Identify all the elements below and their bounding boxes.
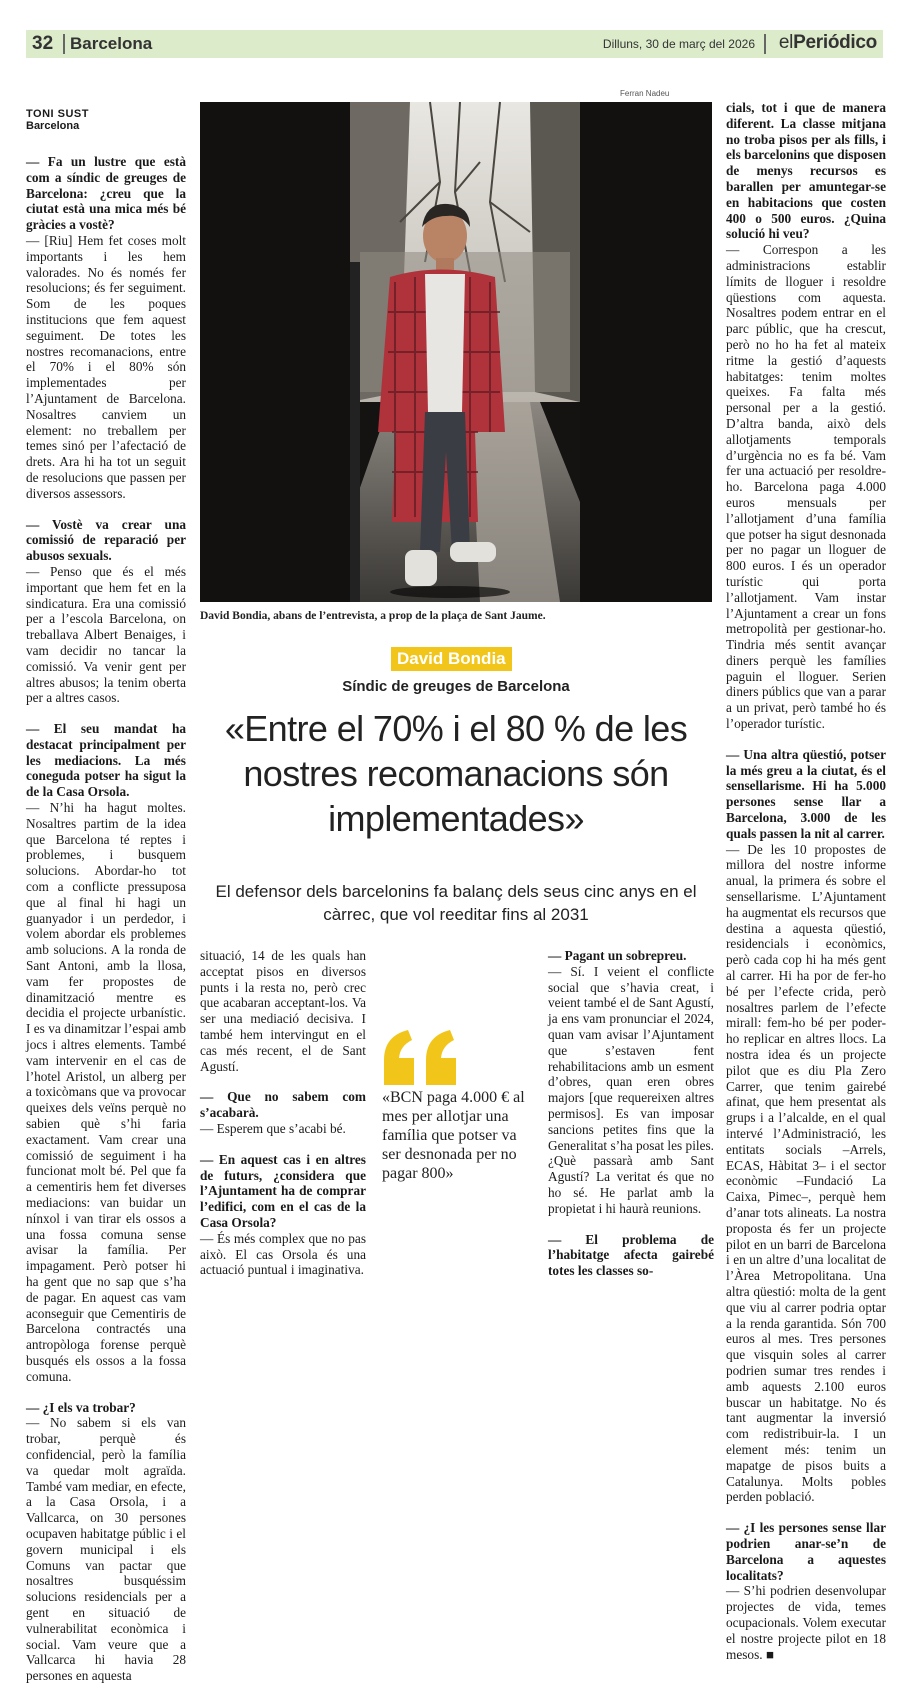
interview-question: — En aquest cas i en altres de futurs, ¿considera que l’Ajuntament ha de comprar l’edifici, com en el cas de la Casa Orsola?	[200, 1151, 366, 1230]
interview-answer: — Correspon a les administracions establir límits de lloguer i resoldre qüestions com aquesta. Nosaltres podem entrar en el parc públic, que ha crescut, però no ho ha fet al mateix ritme la gestió d’aquests habitatges: tenim moltes queixes. Fa falta més personal per a la gestió. D’altra banda, això dels allotjaments temporals d’urgència no es fa bé. Vam fer una actuació per resoldre-ho. Barcelona paga 4.000 euros mensuals per l’allotjament d’una família que potser ha sigut desnonada per no pagar un lloguer de 800 euros. I és un operador turístic qui porta l’allotjament. Vam instar l’Ajuntament a crear un fons metropolità per gestionar-ho. Tindria més sentit avançar diners perquè les famílies paguin el lloguer. Serien diners públics que van a parar a un privat, però també ho és l’operador turístic.	[726, 242, 886, 732]
pull-quote: «BCN paga 4.000 € al mes per allotjar una família que potser va ser desnonada per no pagar 800»	[382, 1089, 525, 1182]
interview-answer: — [Riu] Hem fet coses molt importants i les hem valorades. No és només fer resolucions; és fer seguiment. Som de les poques institucions que fem aquest seguiment. De totes les nostres recomanacions, entre el 70% i el 80% són implementades per l’Ajuntament de Barcelona. Nosaltres canviem un element: no treballem per temes sinó per l’afectació de drets. Ara hi ha tot un seguit de resolucions que passen per diversos assessors.	[26, 232, 186, 501]
paragraph-spacer	[548, 1217, 714, 1232]
article-column-4	[726, 100, 886, 1662]
photo-credit: Ferran Nadeu	[620, 89, 670, 98]
article-column-1	[26, 108, 186, 1684]
paragraph-spacer	[26, 1385, 186, 1400]
newspaper-logo	[779, 32, 877, 54]
interview-answer: — És més complex que no pas això. El cas Orsola és una actuació puntual i imaginativa.	[200, 1230, 366, 1278]
page-header	[0, 0, 903, 86]
paragraph-spacer	[26, 502, 186, 517]
interview-question: — Una altra qüestió, potser la més greu a la ciutat, és el sensellarisme. Hi ha 5.000 persones sense llar a Barcelona, 3.000 de les quals passen la nit al carrer.	[726, 746, 886, 841]
header-divider	[63, 34, 65, 54]
interview-question: — ¿I els va trobar?	[26, 1399, 136, 1415]
interview-question: — Que no sabem com s’acabarà.	[200, 1089, 366, 1121]
subheadline: El defensor dels barcelonins fa balanç dels seus cinc anys en el càrrec, que vol reeditar fins al 2031	[215, 882, 697, 924]
interview-answer: — No sabem si els van trobar, perquè és confidencial, però la família va quedar molt agraïda. També vam mediar, en efecte, a la Casa Orsola, i a Vallcarca, on 30 persones ocupaven habitatge públic i el govern municipal i els Comuns van pactar que nosaltres busquéssim solucions residencials per a gent en situació de vulnerabilitat econòmica i social. Vam veure que a Vallcarca hi havia 28 persones en aquesta	[26, 1415, 186, 1684]
interviewee-role: Síndic de greuges de Barcelona	[342, 678, 570, 695]
interview-answer: — Esperem que s’acabi bé.	[200, 1120, 346, 1136]
interview-answer: — De les 10 propostes de millora del nostre informe anual, la primera és sobre el sensellarisme. L’Ajuntament ha augmentat els recursos que destina a aquesta qüestió, residencials i econòmics, però cada cop hi ha més gent al carrer. Hi ha por de fer-ho bé per l’efecte crida, però nosaltres parlem de l’efecte mirall: fem-ho bé per poder-ho replicar en altres llocs. La nostra idea és un projecte pilot que es diu Pla Zero Carrer, que tenim gairebé afinat, que hem presentat als grups i a l’alcalde, en el qual intervé l’Administració, les entitats socials –Arrels, ECAS, Hàbitat 3– i el sector econòmic –Fundació La Caixa, Pimec–, perquè hem d’anar tots alineats. La nostra proposta és fer un projecte pilot en un barri de Barcelona i en un altre d’una localitat de l’Àrea Metropolitana. Una altra qüestió: molta de la gent que viu al carrer podria optar a la renda garantida. Són 700 euros al mes. Tres persones que visquin soles al carrer podrien sumar tres rendes i amb aquests 2.100 euros buscar un habitatge. No és tant augmentar la inversió com redistribuir-la. I un element més: tenim un mapatge de pisos buits a Catalunya. Molts pobles perden població.	[726, 841, 886, 1505]
interview-answer: — N’hi ha hagut moltes. Nosaltres partim de la idea que Barcelona té reptes i problemes, i busquem solucions. Abordar-ho tot com a conflicte pressuposa que al final hi hagi un guanyador i un perdedor, i volem abordar els problemes amb solucions. A la ronda de Sant Antoni, amb la llosa, vam fer propostes de dinamització mentre es decidia el projecte urbanístic. I es va dinamitzar l’espai amb jocs i altres elements. També vam intervenir en el cas de l’hotel Aristol, un alberg per a toxicòmans que va provocar queixes dels veïns perquè no sabien què s’hi faria exactament. Vam crear una comissió de seguiment i ha funcionat molt bé. Pel que fa a cementiris hem fet diverses mediacions: van buidar un nínxol i van tirar els ossos a una fossa comuna sense avisar la família. Per impagament. Però potser hi ha gent que no sap que s’ha de pagar. En aquest cas vam aconseguir que Cementiris de Barcelona contractés una antropòloga forense perquè busqués els ossos a la fossa comuna.	[26, 800, 186, 1384]
article-column-3	[548, 948, 714, 1279]
interview-question: — El problema de l’habitatge afecta gairebé totes les classes so-	[548, 1231, 714, 1279]
article-column-2	[200, 948, 366, 1278]
author-name: TONI SUST	[26, 108, 89, 120]
portrait-photo	[200, 102, 712, 602]
interview-question: — Vostè va crear una comissió de reparació per abusos sexuals.	[26, 516, 186, 564]
page-number: 32	[32, 33, 54, 54]
logo-prefix: el	[778, 32, 794, 53]
author-city: Barcelona	[26, 120, 80, 132]
paragraph-spacer	[200, 1137, 366, 1152]
interview-answer: — Sí. I veient el conflicte social que s’havia creat, i veient també el de Sant Agustí, ja ens vam pronunciar el 2024, quan vam avisar l’Ajuntament que s’estaven fent rehabilitacions amb un esment d’obres, quan eren obres majors [que requereixen altres permisos]. Es van imposar sancions petites fins que la Generalitat s’ha posat les piles. ¿Què passarà amb Sant Agustí? La veritat és que no ho sé. He parlat amb la propietat i hi haurà reunions.	[548, 963, 714, 1216]
paragraph-spacer	[726, 732, 886, 747]
quote-mark-icon	[382, 1030, 462, 1085]
logo-main: Periódico	[793, 32, 877, 53]
interview-question: — ¿I les persones sense llar podrien anar-se’n de Barcelona a aquestes localitats?	[726, 1520, 886, 1583]
paragraph-spacer	[200, 1074, 366, 1089]
photo-caption: David Bondia, abans de l’entrevista, a prop de la plaça de Sant Jaume.	[200, 610, 546, 622]
section-title: Barcelona	[70, 34, 153, 53]
interview-answer: — S’hi podrien desenvolupar projectes de vida, temes ocupacionals. Volem executar el nostre projecte pilot en 18 mesos. ■	[726, 1583, 886, 1662]
interview-question: — El seu mandat ha destacat principalment per les mediacions. La més coneguda potser ha sigut la de la Casa Orsola.	[26, 721, 186, 800]
header-band	[26, 30, 883, 58]
interview-question: cials, tot i que de manera diferent. La classe mitjana no troba pisos per als fills, i els barcelonins que disposen de menys recursos es barallen per amuntegar-se en habitacions que costen 400 o 500 euros. ¿Quina solució hi veu?	[726, 100, 886, 242]
interview-answer: situació, 14 de les quals han acceptat pisos en diversos punts i la resta no, però crec que acabaran acceptant-los. Va ser una mediació decisiva. I també hem intervingut en el cas més recent, el de Sant Agustí.	[200, 948, 366, 1074]
interview-question: — Pagant un sobrepreu.	[548, 948, 687, 963]
portrait-illustration	[200, 102, 712, 602]
headline: «Entre el 70% i el 80 % de les nostres recomanacions són implementades»	[224, 708, 688, 839]
issue-date: Dilluns, 30 de març del 2026	[602, 37, 755, 51]
interview-answer: — Penso que és el més important que hem fet en la sindicatura. Era una comissió per a l’escola Barcelona, on treballava Albert Benaiges, i vam decidir no tancar la comissió. Va venir gent per altres abusos; la tenim oberta per a altres casos.	[26, 563, 186, 706]
paragraph-spacer	[26, 706, 186, 721]
header-divider	[764, 34, 766, 54]
interviewee-name-tag: David Bondia	[391, 647, 512, 671]
paragraph-spacer	[726, 1505, 886, 1520]
interview-question: — Fa un lustre que està com a síndic de greuges de Barcelona: ¿creu que la ciutat està una mica més bé gràcies a vostè?	[26, 154, 186, 233]
